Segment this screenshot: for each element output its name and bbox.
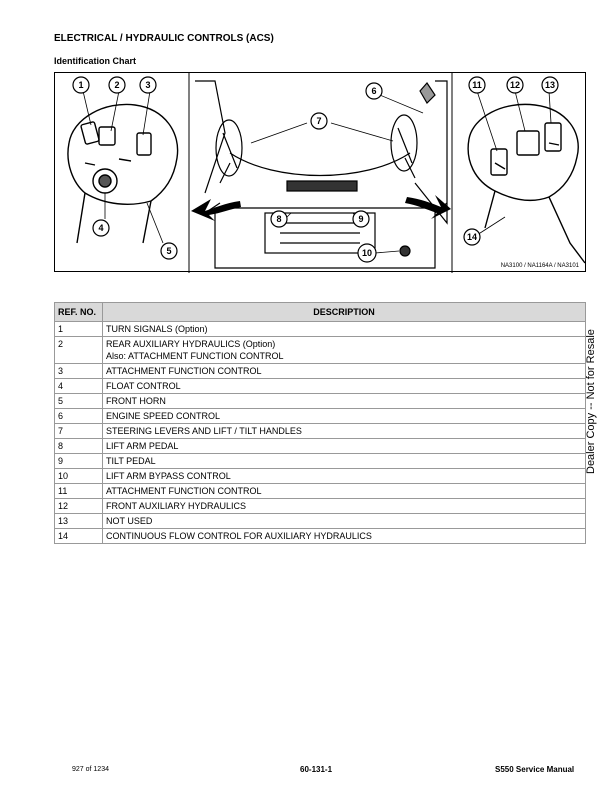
ref-no: 3 — [55, 364, 103, 379]
description-header: DESCRIPTION — [103, 303, 586, 322]
table-row — [55, 514, 586, 529]
identification-figure — [54, 72, 586, 272]
ref-no: 5 — [55, 394, 103, 409]
table-row — [55, 529, 586, 544]
chart-subtitle: Identification Chart — [54, 56, 137, 66]
page-count: 927 of 1234 — [72, 766, 109, 773]
callout-3: 3 — [145, 80, 151, 90]
figure-code: NA3100 / NA1164A / NA3101 — [500, 263, 579, 269]
table-row — [55, 469, 586, 484]
description: LIFT ARM BYPASS CONTROL — [103, 469, 586, 484]
ref-no: 9 — [55, 454, 103, 469]
description: ATTACHMENT FUNCTION CONTROL — [103, 484, 586, 499]
callout-1: 1 — [78, 80, 84, 90]
ref-no: 12 — [55, 499, 103, 514]
description: TURN SIGNALS (Option) — [103, 322, 586, 337]
identification-table — [54, 302, 586, 544]
table-row — [55, 484, 586, 499]
description: FLOAT CONTROL — [103, 379, 586, 394]
description: ATTACHMENT FUNCTION CONTROL — [103, 364, 586, 379]
callout-7: 7 — [316, 116, 322, 126]
description: TILT PEDAL — [103, 454, 586, 469]
callout-9: 9 — [358, 214, 364, 224]
callout-2: 2 — [114, 80, 120, 90]
ref-no: 1 — [55, 322, 103, 337]
table-row — [55, 394, 586, 409]
description: CONTINUOUS FLOW CONTROL FOR AUXILIARY HYDRAULICS — [103, 529, 586, 544]
table-row — [55, 424, 586, 439]
description-line: Also: ATTACHMENT FUNCTION CONTROL — [106, 351, 284, 361]
table-row — [55, 439, 586, 454]
description-line: REAR AUXILIARY HYDRAULICS (Option) — [106, 339, 276, 349]
callout-13: 13 — [544, 80, 556, 90]
callout-6: 6 — [371, 86, 377, 96]
ref-no: 4 — [55, 379, 103, 394]
description: FRONT AUXILIARY HYDRAULICS — [103, 499, 586, 514]
left-handle-drawing — [68, 104, 178, 243]
description: LIFT ARM PEDAL — [103, 439, 586, 454]
table-row — [55, 364, 586, 379]
right-handle-drawing — [468, 104, 585, 263]
callout-14: 14 — [466, 232, 478, 242]
callout-10: 10 — [361, 248, 373, 258]
ref-no-header: REF. NO. — [55, 303, 103, 322]
table-row — [55, 322, 586, 337]
manual-title: S550 Service Manual — [495, 765, 575, 774]
table-header-row — [55, 303, 586, 322]
ref-no: 11 — [55, 484, 103, 499]
section-title: ELECTRICAL / HYDRAULIC CONTROLS (ACS) — [54, 33, 274, 44]
ref-no: 7 — [55, 424, 103, 439]
ref-no: 13 — [55, 514, 103, 529]
description: NOT USED — [103, 514, 586, 529]
callout-11: 11 — [472, 80, 482, 90]
description: ENGINE SPEED CONTROL — [103, 409, 586, 424]
table-row — [55, 454, 586, 469]
callout-circles — [73, 77, 558, 262]
callout-8: 8 — [276, 214, 282, 224]
ref-no: 14 — [55, 529, 103, 544]
table-row — [55, 409, 586, 424]
callout-5: 5 — [166, 246, 172, 256]
description: STEERING LEVERS AND LIFT / TILT HANDLES — [103, 424, 586, 439]
ref-no: 6 — [55, 409, 103, 424]
table-row — [55, 499, 586, 514]
figure-illustration — [55, 73, 587, 273]
ref-no: 10 — [55, 469, 103, 484]
page-number: 60-131-1 — [300, 765, 333, 774]
description: FRONT HORN — [103, 394, 586, 409]
ref-no: 2 — [55, 337, 103, 364]
callout-4: 4 — [98, 223, 104, 233]
description — [103, 337, 586, 364]
table-row — [55, 337, 586, 364]
table-row — [55, 379, 586, 394]
dealer-copy-watermark: Dealer Copy -- Not for Resale — [585, 329, 597, 474]
ref-no: 8 — [55, 439, 103, 454]
cab-interior-drawing — [195, 81, 447, 268]
left-motion-arrow — [191, 199, 241, 221]
callout-12: 12 — [509, 80, 521, 90]
